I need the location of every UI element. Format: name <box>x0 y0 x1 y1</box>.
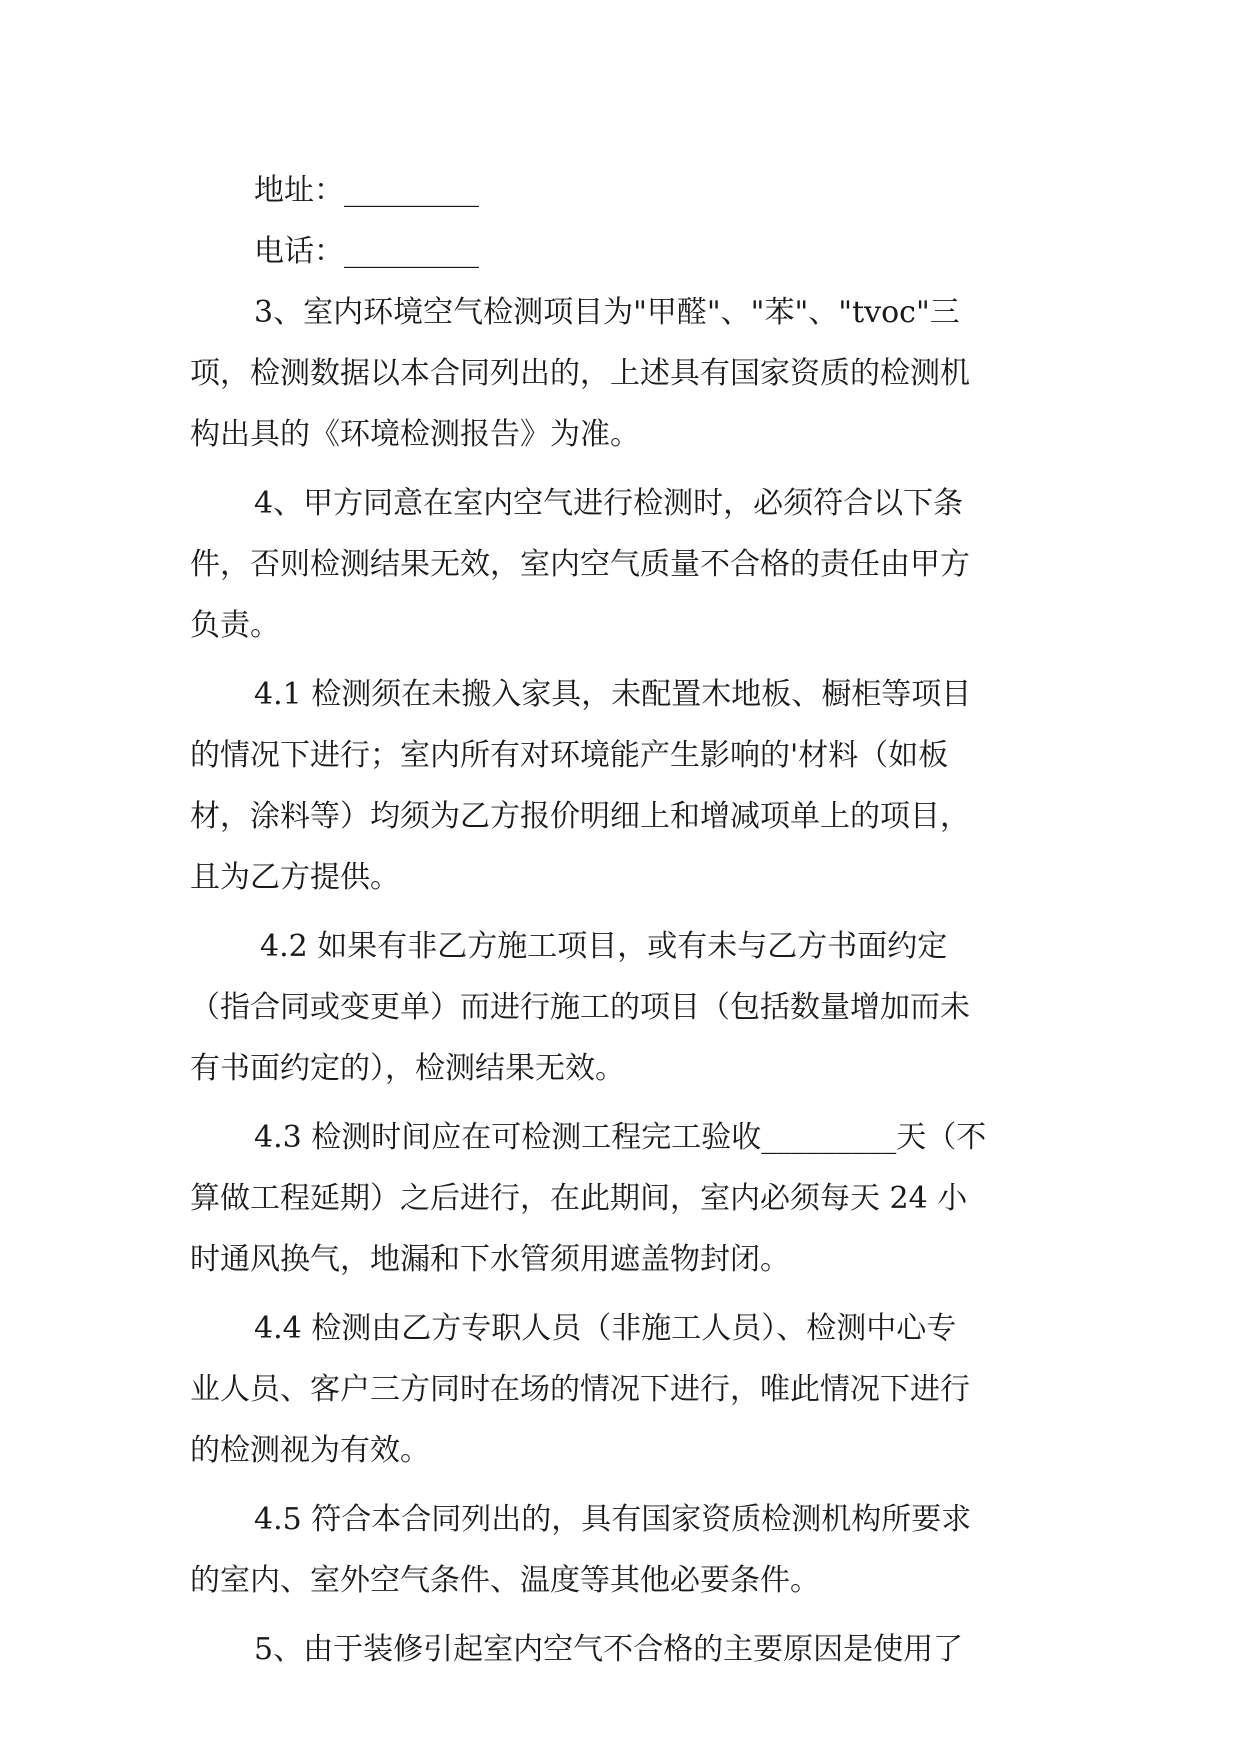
paragraph-line: 4.2 如果有非乙方施工项目，或有未与乙方书面约定 <box>260 929 948 964</box>
paragraph-line: 4.5 符合本合同列出的，具有国家资质检测机构所要求 <box>254 1502 972 1537</box>
paragraph-4-5 <box>190 1489 1060 1611</box>
paragraph-3 <box>190 282 1060 465</box>
paragraph-4 <box>190 473 1060 656</box>
phone-line: 电话：_________ <box>254 234 479 269</box>
paragraph-4-1 <box>190 664 1060 908</box>
paragraph-line: （指合同或变更单）而进行施工的项目（包括数量增加而未 <box>190 990 970 1025</box>
document-body <box>190 160 1060 1680</box>
address-line: 地址：_________ <box>254 173 479 208</box>
paragraph-line: 且为乙方提供。 <box>190 860 400 895</box>
paragraph-line: 材，涂料等）均须为乙方报价明细上和增减项单上的项目， <box>190 799 970 834</box>
paragraph-line: 件，否则检测结果无效，室内空气质量不合格的责任由甲方 <box>190 547 970 582</box>
paragraph-line: 有书面约定的），检测结果无效。 <box>190 1051 625 1086</box>
paragraph-line: 构出具的《环境检测报告》为准。 <box>190 417 640 452</box>
paragraph-line: 的检测视为有效。 <box>190 1433 430 1468</box>
paragraph-line: 3、室内环境空气检测项目为"甲醛"、"苯"、"tvoc"三 <box>254 295 960 330</box>
paragraph-line: 4.1 检测须在未搬入家具，未配置木地板、橱柜等项目 <box>254 677 972 712</box>
paragraph-line: 业人员、客户三方同时在场的情况下进行，唯此情况下进行 <box>190 1372 970 1407</box>
paragraph-4-4 <box>190 1298 1060 1481</box>
paragraph-line: 5、由于装修引起室内空气不合格的主要原因是使用了 <box>254 1632 964 1667</box>
paragraph-line: 4、甲方同意在室内空气进行检测时，必须符合以下条 <box>254 486 964 521</box>
paragraph-line: 4.3 检测时间应在可检测工程完工验收_________天（不 <box>254 1120 987 1155</box>
paragraph-5 <box>190 1619 1060 1680</box>
paragraph-line: 的情况下进行；室内所有对环境能产生影响的'材料（如板 <box>190 738 949 773</box>
paragraph-line: 时通风换气，地漏和下水管须用遮盖物封闭。 <box>190 1242 790 1277</box>
paragraph-line: 算做工程延期）之后进行，在此期间，室内必须每天 24 小 <box>190 1181 968 1216</box>
paragraph-line: 负责。 <box>190 608 280 643</box>
paragraph-4-3 <box>190 1107 1060 1290</box>
paragraph-line: 的室内、室外空气条件、温度等其他必要条件。 <box>190 1563 820 1598</box>
paragraph-line: 4.4 检测由乙方专职人员（非施工人员）、检测中心专 <box>254 1311 957 1346</box>
paragraph-4-2 <box>190 916 1060 1099</box>
paragraph-line: 项，检测数据以本合同列出的，上述具有国家资质的检测机 <box>190 356 970 391</box>
